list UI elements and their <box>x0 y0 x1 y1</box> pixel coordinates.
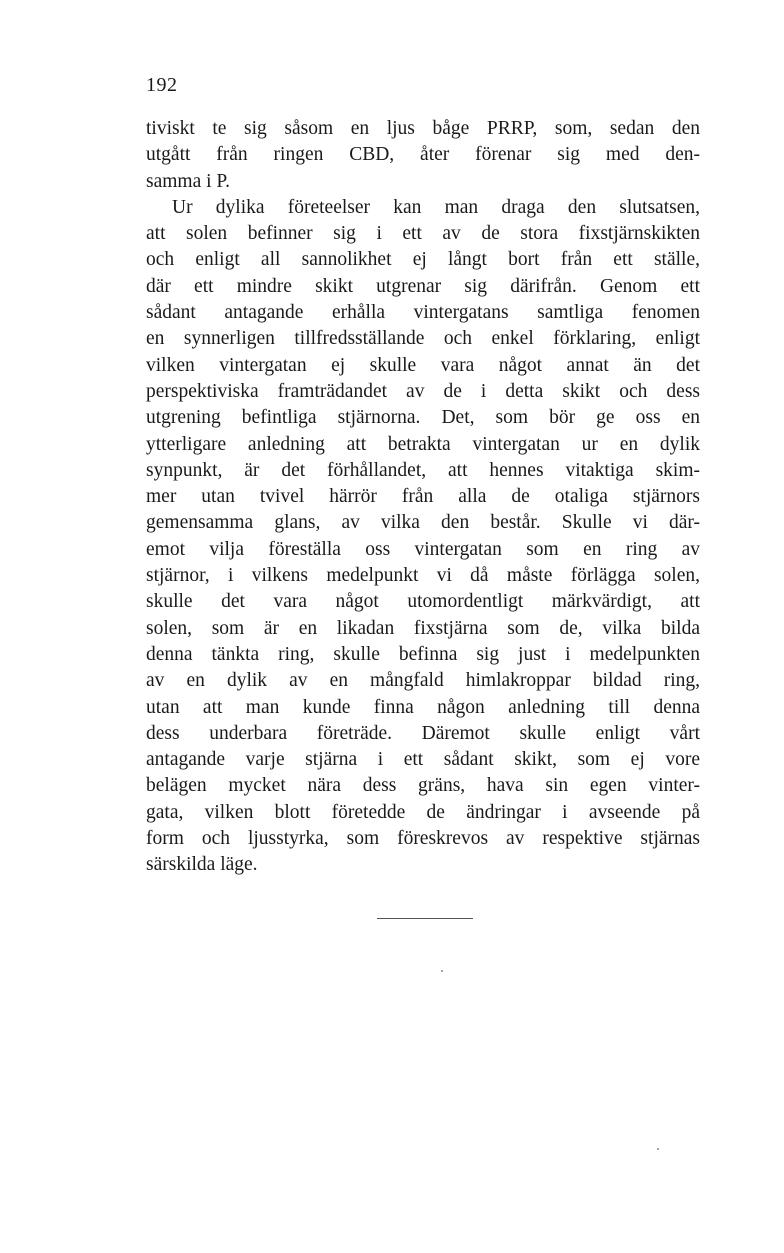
text-line: denna tänkta ring, skulle befinna sig just i medelpunkten <box>146 643 700 665</box>
text-line: att solen befinner sig i ett av de stora fixstjärnskikten <box>146 223 700 245</box>
text-line: emot vilja föreställa oss vintergatan som en ring av <box>146 538 700 560</box>
text-line: en synnerligen tillfredsställande och enkel förklaring, enligt <box>146 328 700 350</box>
body-text <box>146 116 700 879</box>
text-line: utan att man kunde finna någon anledning till denna <box>146 696 700 718</box>
text-line: och enligt all sannolikhet ej långt bort från ett ställe, <box>146 249 700 271</box>
paper-speck <box>441 970 443 972</box>
text-line: utgått från ringen CBD, åter förenar sig med den- <box>146 144 700 166</box>
text-line: ytterligare anledning att betrakta vintergatan ur en dylik <box>146 433 700 455</box>
text-line: belägen mycket nära dess gräns, hava sin egen vinter- <box>146 775 700 797</box>
text-line: mer utan tvivel härrör från alla de otaliga stjärnors <box>146 486 700 508</box>
text-line: samma i P. <box>146 170 230 192</box>
text-line: solen, som är en likadan fixstjärna som de, vilka bilda <box>146 617 700 639</box>
text-line: av en dylik av en mångfald himlakroppar bildad ring, <box>146 670 700 692</box>
text-line: utgrening befintliga stjärnorna. Det, som bör ge oss en <box>146 407 700 429</box>
text-line: särskilda läge. <box>146 854 258 876</box>
end-rule <box>377 918 473 919</box>
text-line: perspektiviska framträdandet av de i detta skikt och dess <box>146 380 700 402</box>
text-line: Ur dylika företeelser kan man draga den slutsatsen, <box>172 196 700 218</box>
text-line: tiviskt te sig såsom en ljus båge PRRP, som, sedan den <box>146 118 700 139</box>
text-line: skulle det vara något utomordentligt märkvärdigt, att <box>146 591 700 613</box>
text-line: gata, vilken blott företedde de ändringar i avseende på <box>146 801 700 823</box>
text-line: antagande varje stjärna i ett sådant skikt, som ej vore <box>146 749 700 771</box>
text-line: vilken vintergatan ej skulle vara något annat än det <box>146 354 700 376</box>
text-line: sådant antagande erhålla vintergatans samtliga fenomen <box>146 302 700 324</box>
text-line: gemensamma glans, av vilka den består. Skulle vi där- <box>146 512 700 534</box>
text-line: stjärnor, i vilkens medelpunkt vi då måste förlägga solen, <box>146 565 700 587</box>
paper-speck <box>657 1148 659 1150</box>
page-number: 192 <box>146 74 178 96</box>
text-line: form och ljusstyrka, som föreskrevos av respektive stjärnas <box>146 828 700 850</box>
text-line: där ett mindre skikt utgrenar sig därifrån. Genom ett <box>146 275 700 297</box>
text-line: synpunkt, är det förhållandet, att hennes vitaktiga skim- <box>146 459 700 481</box>
text-line: dess underbara företräde. Däremot skulle enligt vårt <box>146 722 700 744</box>
